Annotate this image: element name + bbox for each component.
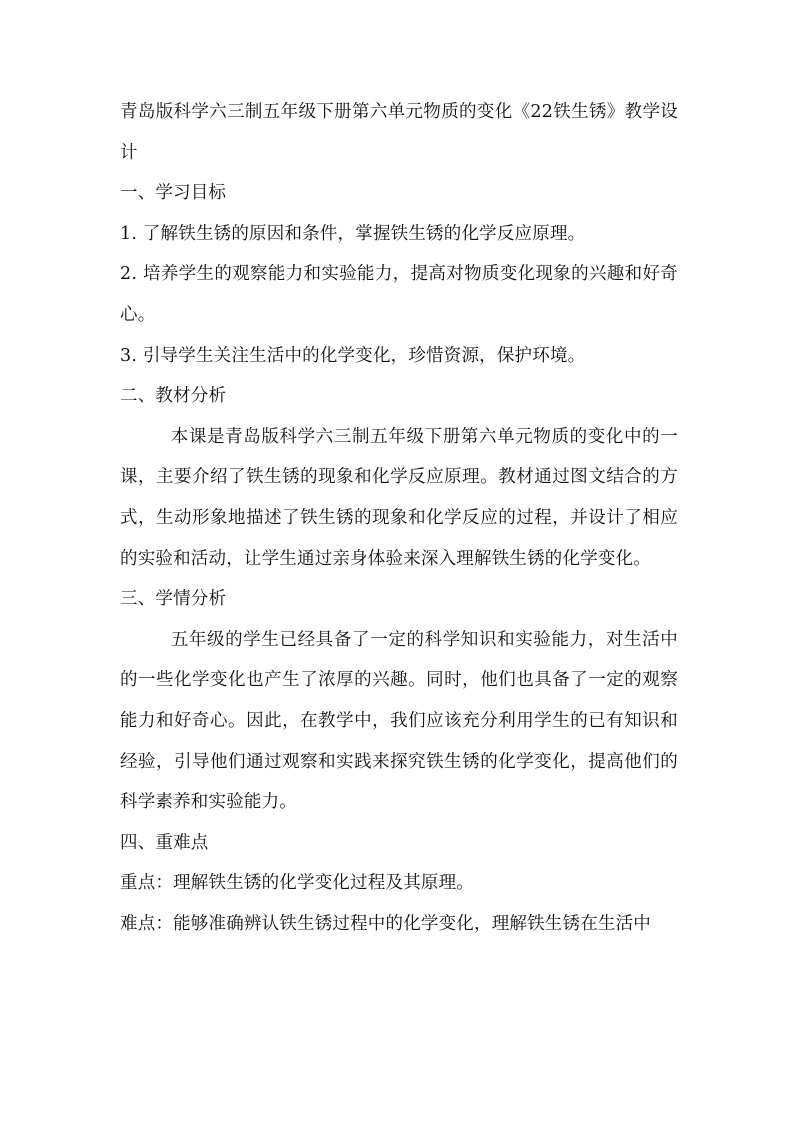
difficulty-text: 难点：能够准确辨认铁生锈过程中的化学变化，理解铁生锈在生活中 [120,913,651,934]
document-body [120,92,678,944]
textbook-analysis-paragraph: 本课是青岛版科学六三制五年级下册第六单元物质的变化中的一课，主要介绍了铁生锈的现象和化学反应原理。教材通过图文结合的方式，生动形象地描述了铁生锈的现象和化学反应的过程，并设计了相应的实验和活动，让学生通过亲身体验来深入理解铁生锈的化学变化。 [120,426,678,569]
student-analysis-paragraph: 五年级的学生已经具备了一定的科学知识和实验能力，对生活中的一些化学变化也产生了浓厚的兴趣。同时，他们也具备了一定的观察能力和好奇心。因此，在教学中，我们应该充分利用学生的已有知识和经验，引导他们通过观察和实践来探究铁生锈的化学变化，提高他们的科学素养和实验能力。 [120,629,678,813]
document-title: 青岛版科学六三制五年级下册第六单元物质的变化《22铁生锈》教学设计 [120,102,678,163]
section-heading-objectives: 一、学习目标 [120,183,227,204]
section-heading-students: 三、学情分析 [120,589,227,610]
key-point-text: 重点：理解铁生锈的化学变化过程及其原理。 [120,873,474,894]
section-heading-key-points: 四、重难点 [120,832,209,853]
objective-item-1: 1. 了解铁生锈的原因和条件，掌握铁生锈的化学反应原理。 [120,223,586,244]
objective-item-3: 3. 引导学生关注生活中的化学变化，珍惜资源，保护环境。 [120,345,586,366]
objective-item-2: 2. 培养学生的观察能力和实验能力，提高对物质变化现象的兴趣和好奇心。 [120,264,678,325]
section-heading-textbook: 二、教材分析 [120,386,227,407]
